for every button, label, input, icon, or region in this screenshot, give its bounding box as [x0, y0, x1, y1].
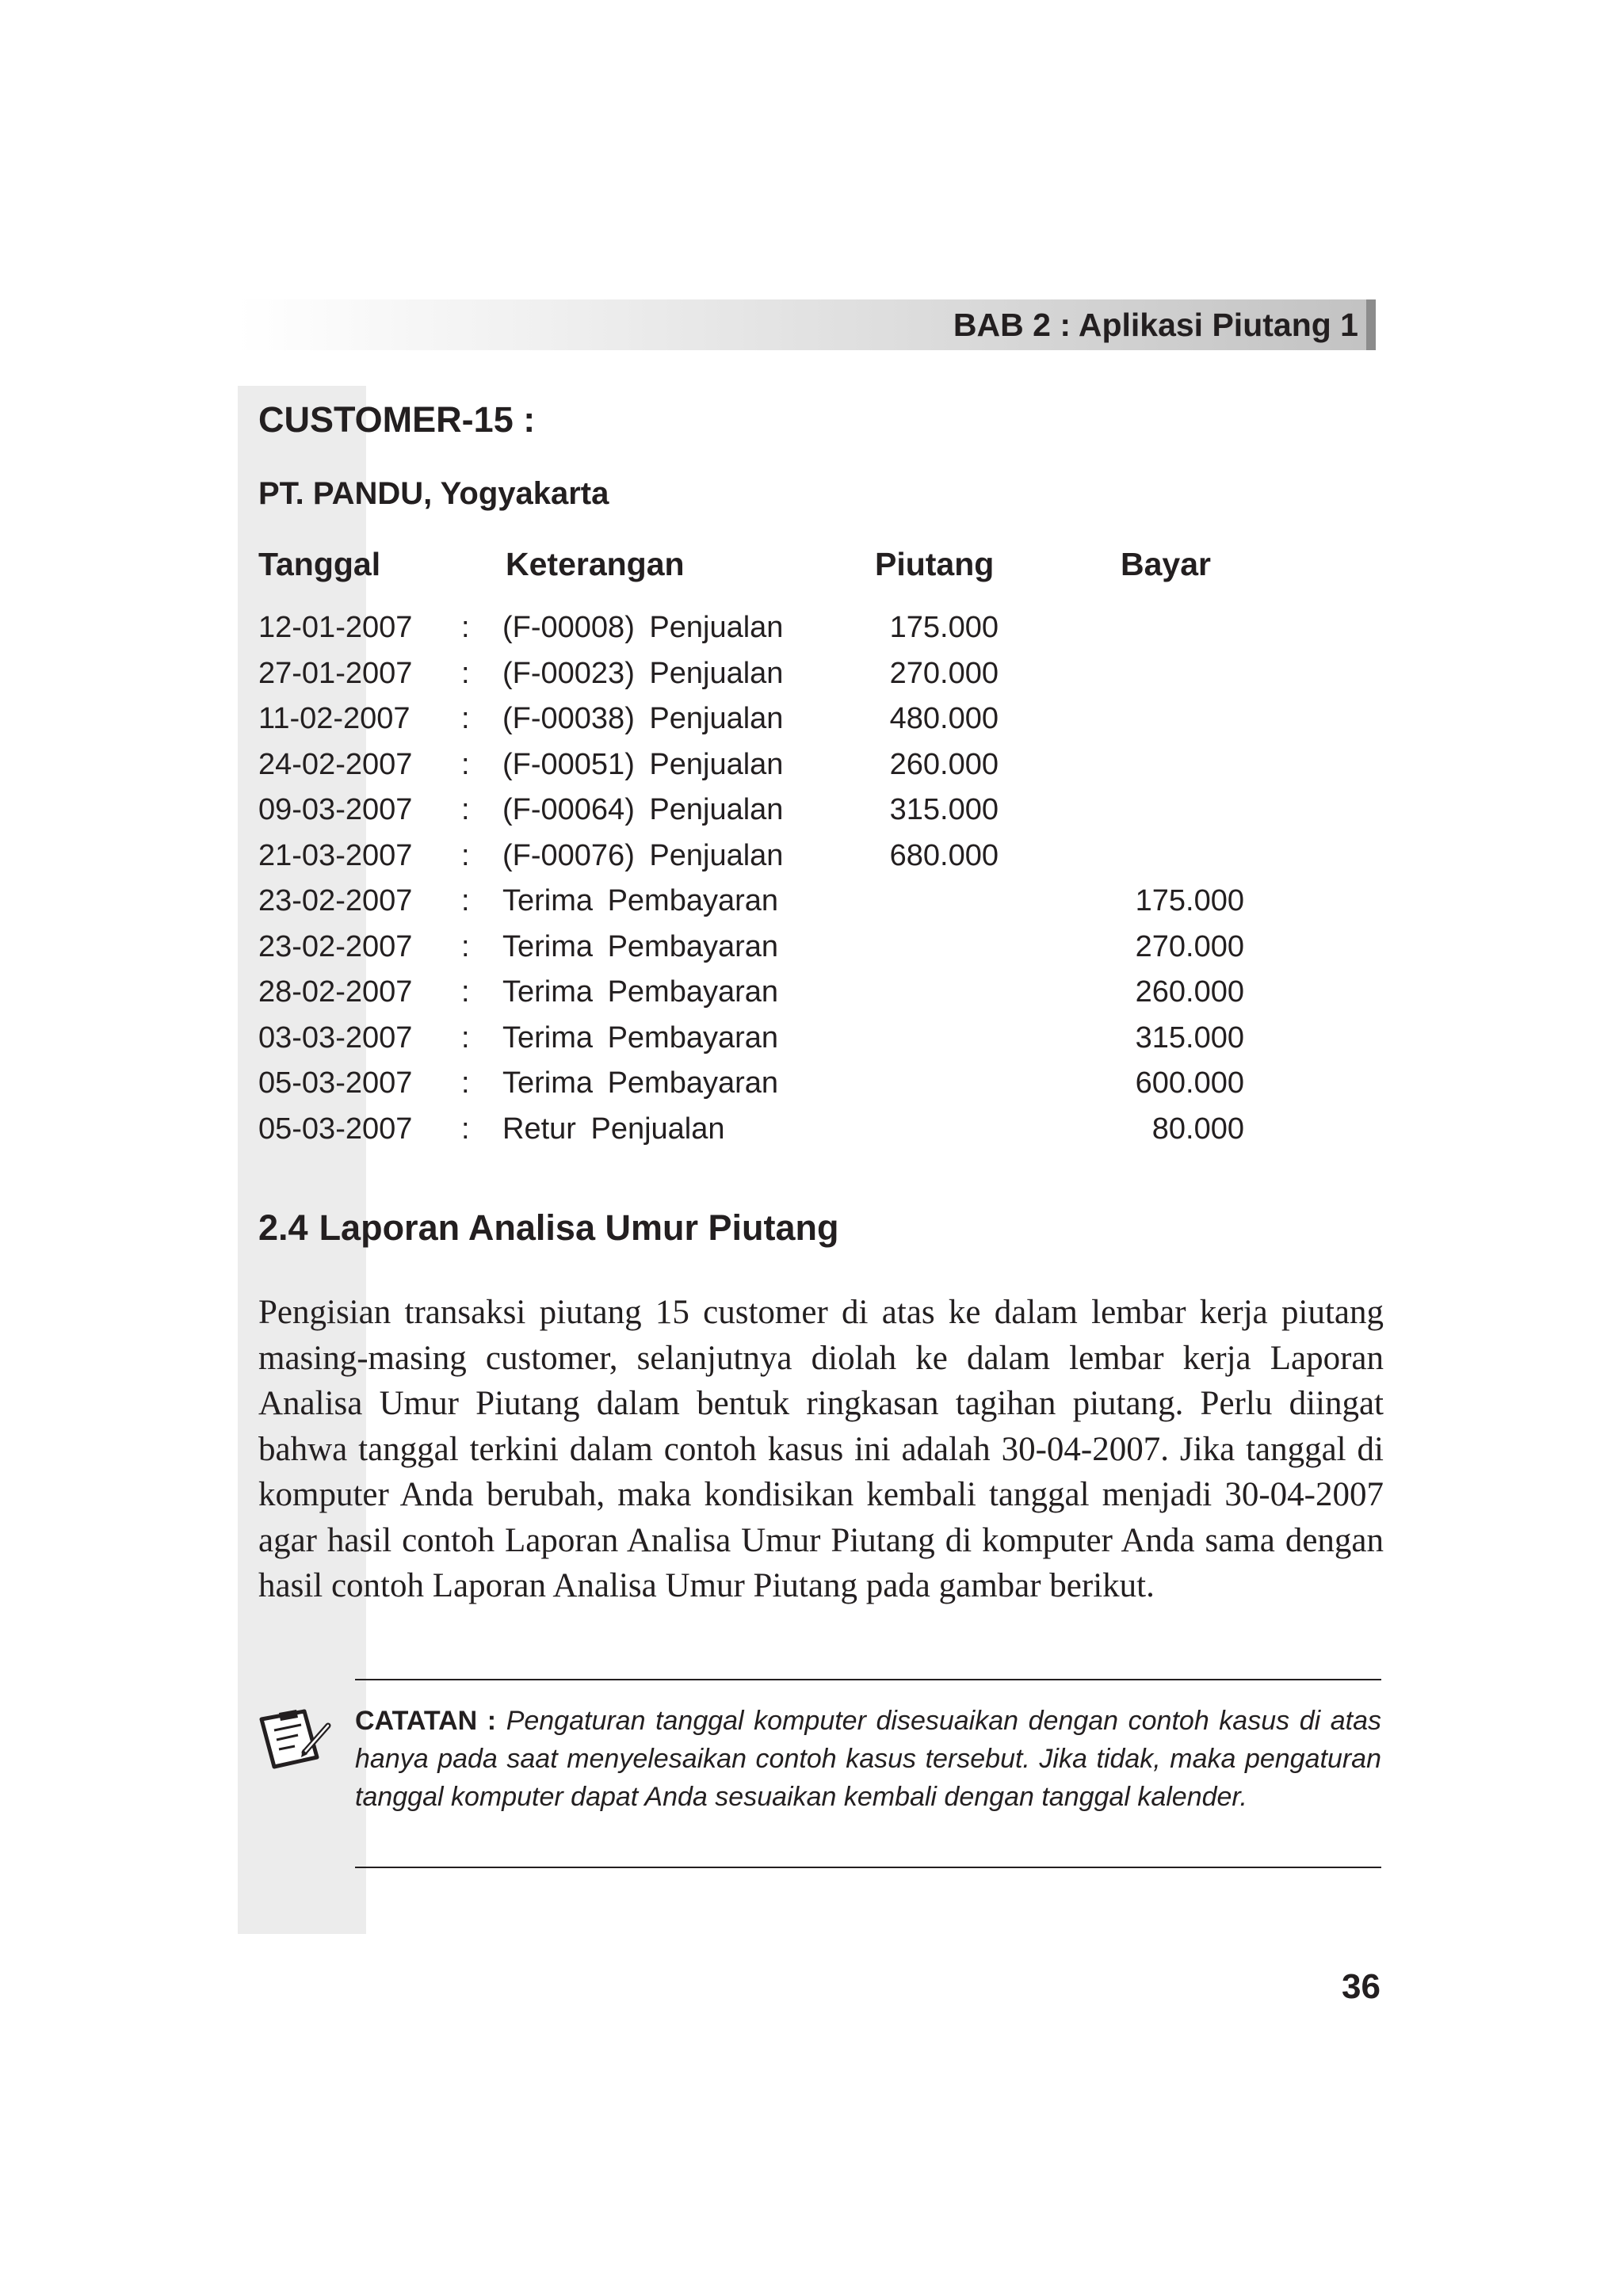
row-description: Retur Penjualan — [502, 1112, 725, 1146]
row-payment: 600.000 — [1135, 1066, 1244, 1100]
column-header-description: Keterangan — [506, 546, 685, 582]
row-payment: 80.000 — [1151, 1112, 1244, 1146]
column-header-payment: Bayar — [1121, 546, 1211, 582]
row-separator: : — [461, 611, 470, 644]
section-heading — [258, 1204, 839, 1252]
row-separator: : — [461, 793, 470, 826]
row-separator: : — [461, 929, 470, 963]
section-number: 2.4 — [258, 1207, 308, 1248]
table-row — [0, 696, 1623, 742]
row-separator: : — [461, 702, 470, 735]
header-bar-end-block — [1366, 299, 1376, 350]
note-bottom-divider — [355, 1867, 1381, 1868]
table-row — [0, 970, 1623, 1016]
row-separator: : — [461, 975, 470, 1009]
row-date: 28-02-2007 — [258, 975, 413, 1009]
table-row — [0, 1016, 1623, 1062]
row-date: 11-02-2007 — [258, 702, 411, 735]
row-receivable: 175.000 — [889, 611, 999, 644]
table-row — [0, 788, 1623, 833]
row-description: Terima Pembayaran — [502, 1020, 779, 1055]
table-row — [0, 833, 1623, 879]
row-receivable: 680.000 — [889, 838, 999, 872]
customer-name: PT. PANDU, Yogyakarta — [258, 476, 609, 511]
note-text — [355, 1702, 1381, 1816]
table-row — [0, 1107, 1623, 1153]
row-description: Terima Pembayaran — [502, 929, 779, 963]
row-receivable: 480.000 — [889, 702, 999, 735]
row-separator: : — [461, 884, 470, 917]
row-date: 03-03-2007 — [258, 1020, 413, 1055]
row-date: 27-01-2007 — [258, 656, 413, 690]
row-date: 21-03-2007 — [258, 838, 413, 872]
row-description: (F-00051) Penjualan — [502, 747, 784, 781]
transaction-table — [0, 605, 1623, 1152]
row-date: 12-01-2007 — [258, 611, 413, 644]
row-description: Terima Pembayaran — [502, 884, 779, 917]
row-description: Terima Pembayaran — [502, 975, 779, 1009]
row-date: 05-03-2007 — [258, 1066, 413, 1100]
note-label: CATATAN : — [355, 1706, 497, 1736]
row-separator: : — [461, 1066, 470, 1100]
row-description: (F-00076) Penjualan — [502, 838, 784, 872]
column-header-date: Tanggal — [258, 546, 381, 582]
section-body-paragraph: Pengisian transaksi piutang 15 customer di atas ke dalam lembar kerja piutang masing-masing customer, selanjutnya diolah ke dalam lembar kerja Laporan Analisa Umur Piutang dalam bentuk ringkasan tagihan piutang. Perlu diingat bahwa tanggal terkini dalam contoh kasus ini adalah 30-04-2007. Jika tanggal di komputer Anda berubah, maka kondisikan kembali tanggal menjadi 30-04-2007 agar hasil contoh Laporan Analisa Umur Piutang di komputer Anda sama dengan hasil contoh Laporan Analisa Umur Piutang pada gambar berikut. — [258, 1294, 1384, 1604]
table-row — [0, 1061, 1623, 1107]
row-receivable: 270.000 — [889, 656, 999, 690]
row-description: (F-00064) Penjualan — [502, 793, 784, 826]
row-date: 23-02-2007 — [258, 884, 413, 917]
watermark: www.mediaku — [156, 856, 227, 1282]
row-separator: : — [461, 838, 470, 872]
chapter-title: BAB 2 : Aplikasi Piutang 1 — [953, 307, 1358, 343]
row-date: 24-02-2007 — [258, 747, 413, 781]
row-payment: 315.000 — [1135, 1020, 1244, 1055]
row-payment: 270.000 — [1135, 929, 1244, 963]
row-separator: : — [461, 656, 470, 690]
note-body: Pengaturan tanggal komputer disesuaikan dengan contoh kasus di atas hanya pada saat menyelesaikan contoh kasus tersebut. Jika tidak, maka pengaturan tanggal komputer dapat Anda sesuaikan kembali dengan tanggal kalender. — [355, 1706, 1381, 1812]
table-row — [0, 742, 1623, 788]
row-description: (F-00008) Penjualan — [502, 611, 784, 644]
row-date: 23-02-2007 — [258, 929, 413, 963]
row-separator: : — [461, 1112, 470, 1146]
row-date: 09-03-2007 — [258, 793, 413, 826]
column-header-receivable: Piutang — [875, 546, 995, 582]
clipboard-pencil-icon — [255, 1702, 334, 1773]
row-description: Terima Pembayaran — [502, 1066, 779, 1100]
chapter-header-bar — [238, 299, 1376, 350]
row-payment: 260.000 — [1135, 975, 1244, 1009]
row-separator: : — [461, 1020, 470, 1055]
customer-title: CUSTOMER-15 : — [258, 399, 536, 440]
row-receivable: 260.000 — [889, 747, 999, 781]
row-date: 05-03-2007 — [258, 1112, 413, 1146]
row-receivable: 315.000 — [889, 793, 999, 826]
table-row — [0, 651, 1623, 697]
table-row — [0, 605, 1623, 651]
table-row — [0, 925, 1623, 971]
row-separator: : — [461, 747, 470, 781]
section-title: Laporan Analisa Umur Piutang — [319, 1207, 839, 1248]
row-description: (F-00038) Penjualan — [502, 702, 784, 735]
row-description: (F-00023) Penjualan — [502, 656, 784, 690]
table-row — [0, 879, 1623, 925]
page-number: 36 — [1342, 1967, 1381, 2006]
note-top-divider — [355, 1679, 1381, 1680]
row-payment: 175.000 — [1135, 884, 1244, 917]
